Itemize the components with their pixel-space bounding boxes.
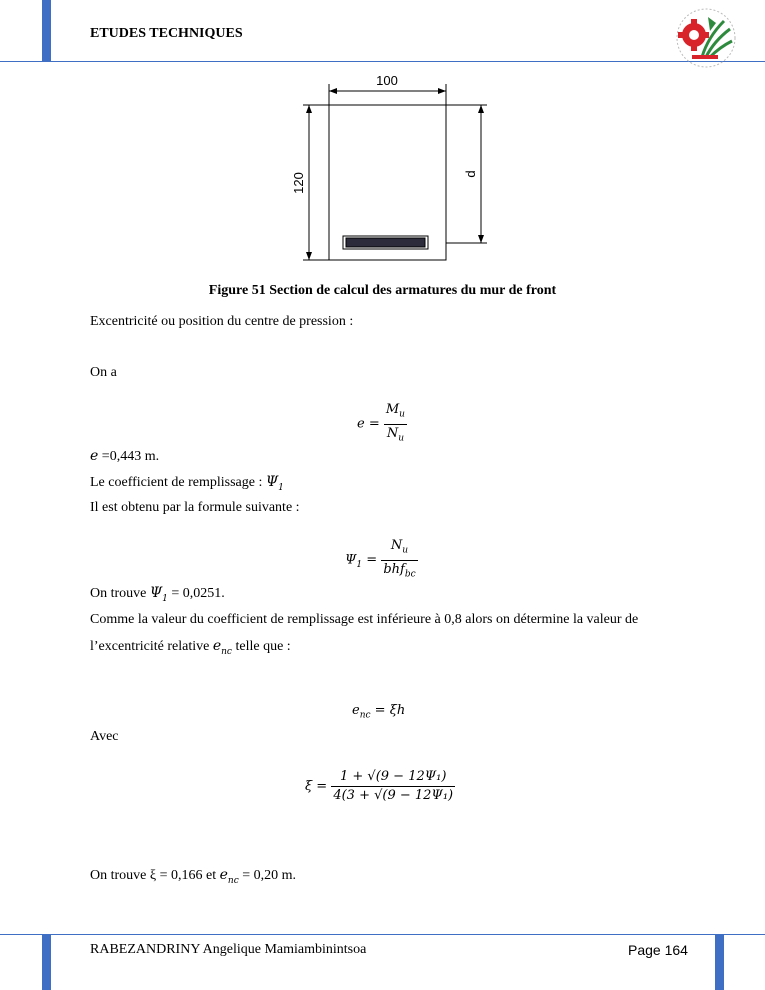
enc-sub: nc: [221, 646, 232, 657]
institution-logo: [672, 7, 740, 69]
eq2-lhs: Ψ: [345, 552, 357, 568]
para-coef: [90, 474, 284, 496]
header-rule: [0, 61, 765, 62]
header-title: ETUDES TECHNIQUES: [90, 26, 243, 41]
eq3-lhs-sub: nc: [359, 710, 371, 721]
trouve2-pre: On trouve ξ = 0,166 et: [90, 868, 220, 883]
footer-author: RABEZANDRINY Angelique Mamiambinintsoa: [90, 942, 367, 957]
eq2-num-sub: u: [402, 545, 409, 556]
excent-post: telle que :: [231, 639, 291, 654]
footer-right-bar: [715, 934, 724, 990]
trouve1-pre: On trouve: [90, 586, 150, 601]
eq2-den: bhf: [383, 561, 405, 577]
equation-enc: [352, 703, 405, 721]
eq1-num: M: [385, 402, 400, 417]
psi-symbol: Ψ: [265, 474, 279, 490]
footer-left-bar: [42, 934, 51, 990]
eq1-den: N: [386, 425, 399, 441]
page-number: Page 164: [628, 942, 688, 958]
eq1-fraction: [384, 401, 407, 447]
para-e-value: [90, 448, 159, 465]
enc-symbol: e: [212, 638, 222, 654]
dim-height-label: 120: [291, 172, 306, 194]
dim-width-label: 100: [376, 73, 398, 88]
e-symbol: e: [90, 448, 99, 464]
trouve1-val: = 0,0251.: [167, 586, 225, 601]
eq2-eq: =: [362, 552, 378, 568]
eq2-den-sub: bc: [404, 569, 416, 580]
para-avec: Avec: [90, 729, 119, 744]
equation-psi: [345, 537, 418, 583]
e-value: =0,443 m.: [98, 449, 160, 464]
para-formule: Il est obtenu par la formule suivante :: [90, 500, 300, 515]
eq2-num: N: [390, 538, 403, 553]
eq4-num: 1 + √(9 − 12Ψ₁): [331, 768, 455, 787]
coef-text: Le coefficient de remplissage :: [90, 475, 266, 490]
trouve2-post: = 0,20 m.: [238, 868, 297, 883]
eq1-lhs: e =: [357, 416, 380, 432]
eq4-fraction: [331, 768, 455, 805]
eq1-den-sub: u: [398, 433, 404, 444]
figure-caption: Figure 51 Section de calcul des armatures du mur de front: [208, 283, 557, 298]
eq1-num-sub: u: [399, 409, 405, 420]
para-trouve-psi: [90, 585, 225, 607]
trouve2-sub: nc: [227, 875, 239, 886]
header-left-bar: [42, 0, 51, 62]
para-on-a: On a: [90, 365, 117, 380]
footer-rule: [0, 934, 765, 935]
eq3-rhs: = ξh: [370, 703, 406, 718]
para-comme: Comme la valeur du coefficient de remplissage est inférieure à 0,8 alors on détermine la valeur de: [90, 612, 639, 627]
excent-pre: l’excentricité relative: [90, 639, 213, 654]
equation-xi: [305, 768, 455, 805]
trouve1-sym: Ψ: [149, 585, 163, 601]
eq4-den: 4(3 + √(9 − 12Ψ₁): [333, 788, 454, 803]
equation-e: [357, 401, 407, 447]
dim-d-label: d: [463, 170, 478, 178]
eq2-lhs-sub: 1: [356, 560, 363, 571]
para-excentricite-relative: [90, 638, 291, 660]
section-diagram: [285, 70, 495, 265]
para-trouve-xi: [90, 867, 296, 889]
trouve1-sub: 1: [162, 593, 168, 604]
para-excentricite: Excentricité ou position du centre de pression :: [90, 314, 354, 329]
eq4-lhs: ξ =: [305, 779, 328, 794]
eq2-fraction: [381, 537, 417, 583]
trouve2-sym: e: [219, 867, 228, 883]
psi-sub: 1: [278, 482, 284, 493]
eq3-lhs: e: [352, 703, 360, 718]
